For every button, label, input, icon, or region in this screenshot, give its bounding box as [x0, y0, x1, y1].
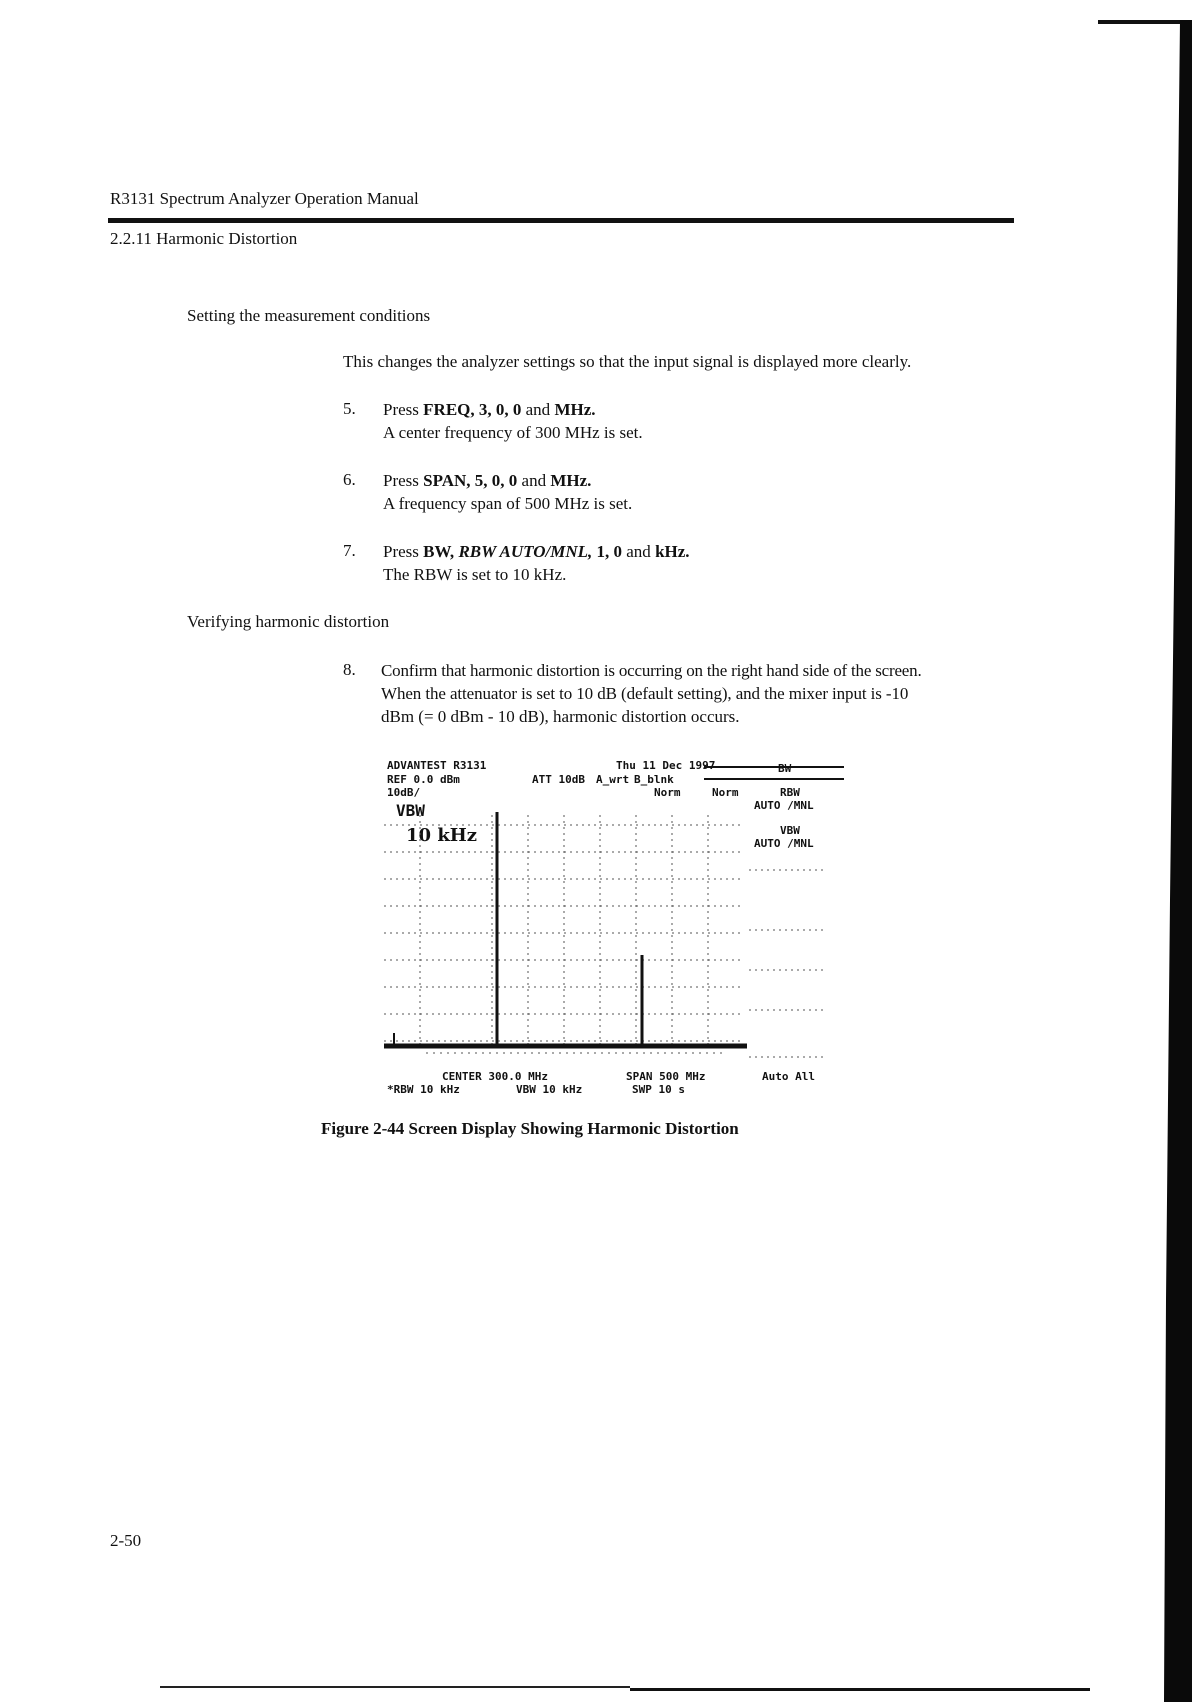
- spectrum-trace-graph: [384, 795, 844, 1065]
- screen-sweep: SWP 10 s: [632, 1083, 685, 1096]
- screen-ref-level: REF 0.0 dBm: [387, 773, 460, 786]
- setting-heading: Setting the measurement conditions: [187, 306, 431, 325]
- step-6-unit: MHz.: [550, 471, 592, 490]
- step-5-keys: FREQ, 3, 0, 0: [423, 400, 522, 419]
- screen-norm-b: Norm: [712, 786, 739, 799]
- menu-title-frame: [704, 760, 844, 784]
- menu-rbw-label: RBW: [780, 786, 800, 799]
- step-5-unit: MHz.: [554, 400, 596, 419]
- screen-date: Thu 11 Dec 1997: [616, 759, 716, 772]
- figure-caption: Figure 2-44 Screen Display Showing Harmonic Distortion: [321, 1119, 739, 1138]
- step-5-press: Press: [383, 400, 419, 419]
- screen-vbw: VBW 10 kHz: [516, 1083, 583, 1096]
- step-6-number: 6.: [343, 470, 356, 489]
- menu-vbw-mode[interactable]: AUTO /MNL: [754, 837, 814, 850]
- graticule: [384, 815, 824, 1057]
- header-rule: [108, 218, 1014, 223]
- screen-span: SPAN 500 MHz: [626, 1070, 706, 1083]
- step-7-and: and: [626, 542, 651, 561]
- step-5-and: and: [525, 400, 551, 419]
- section-title: 2.2.11 Harmonic Distortion: [110, 229, 298, 248]
- step-7-unit: kHz.: [655, 542, 690, 561]
- menu-rbw-mode[interactable]: AUTO /MNL: [754, 799, 814, 812]
- screen-trace-b: B_blnk: [634, 773, 674, 786]
- page-number: 2-50: [110, 1531, 142, 1550]
- step-7-keys-digits: 1, 0: [596, 542, 623, 561]
- screen-center-freq: CENTER 300.0 MHz: [442, 1070, 548, 1083]
- step-6-keys: SPAN, 5, 0, 0: [423, 471, 518, 490]
- screen-brand: ADVANTEST R3131: [387, 759, 487, 772]
- screen-rbw: *RBW 10 kHz: [387, 1083, 460, 1096]
- screen-attenuation: ATT 10dB: [532, 773, 585, 786]
- manual-title: R3131 Spectrum Analyzer Operation Manual: [110, 189, 419, 208]
- analyzer-screen: [384, 755, 844, 1100]
- step-7-number: 7.: [343, 541, 356, 560]
- menu-title: BW: [778, 762, 792, 775]
- step-6-press: Press: [383, 471, 419, 490]
- step-7-instruction: [383, 540, 690, 563]
- step-8-line-1: Confirm that harmonic distortion is occurring on the right hand side of the screen.: [381, 661, 922, 680]
- setting-intro: This changes the analyzer settings so that the input signal is displayed more clearly.: [343, 352, 912, 371]
- scan-shadow-edge: [1080, 0, 1192, 1702]
- step-6-and: and: [521, 471, 547, 490]
- screen-scale: 10dB/: [387, 786, 421, 799]
- step-5-instruction: [383, 398, 596, 421]
- verify-heading: Verifying harmonic distortion: [187, 612, 390, 631]
- step-8-line-2: When the attenuator is set to 10 dB (default setting), and the mixer input is -10: [381, 684, 909, 703]
- screen-trace-a: A_wrt: [596, 773, 630, 786]
- menu-auto-all[interactable]: Auto All: [762, 1070, 815, 1083]
- screen-norm-a: Norm: [654, 786, 681, 799]
- step-8-line-3: dBm (= 0 dBm - 10 dB), harmonic distortion occurs.: [381, 707, 740, 726]
- step-7-keys-bw: BW,: [423, 542, 455, 561]
- step-5-number: 5.: [343, 399, 356, 418]
- menu-vbw-label: VBW: [780, 824, 800, 837]
- vbw-entry-value: 10 kHz: [406, 825, 478, 846]
- bottom-rule-left: [160, 1686, 630, 1688]
- step-8-number: 8.: [343, 660, 356, 679]
- step-6-result: A frequency span of 500 MHz is set.: [383, 494, 633, 513]
- step-6-instruction: [383, 469, 591, 492]
- step-7-result: The RBW is set to 10 kHz.: [383, 565, 567, 584]
- vbw-entry-label: VBW: [396, 801, 425, 820]
- step-7-press: Press: [383, 542, 419, 561]
- step-5-result: A center frequency of 300 MHz is set.: [383, 423, 643, 442]
- bottom-rule-right: [630, 1688, 1090, 1691]
- step-7-keys-rbw: RBW AUTO/MNL,: [458, 542, 593, 561]
